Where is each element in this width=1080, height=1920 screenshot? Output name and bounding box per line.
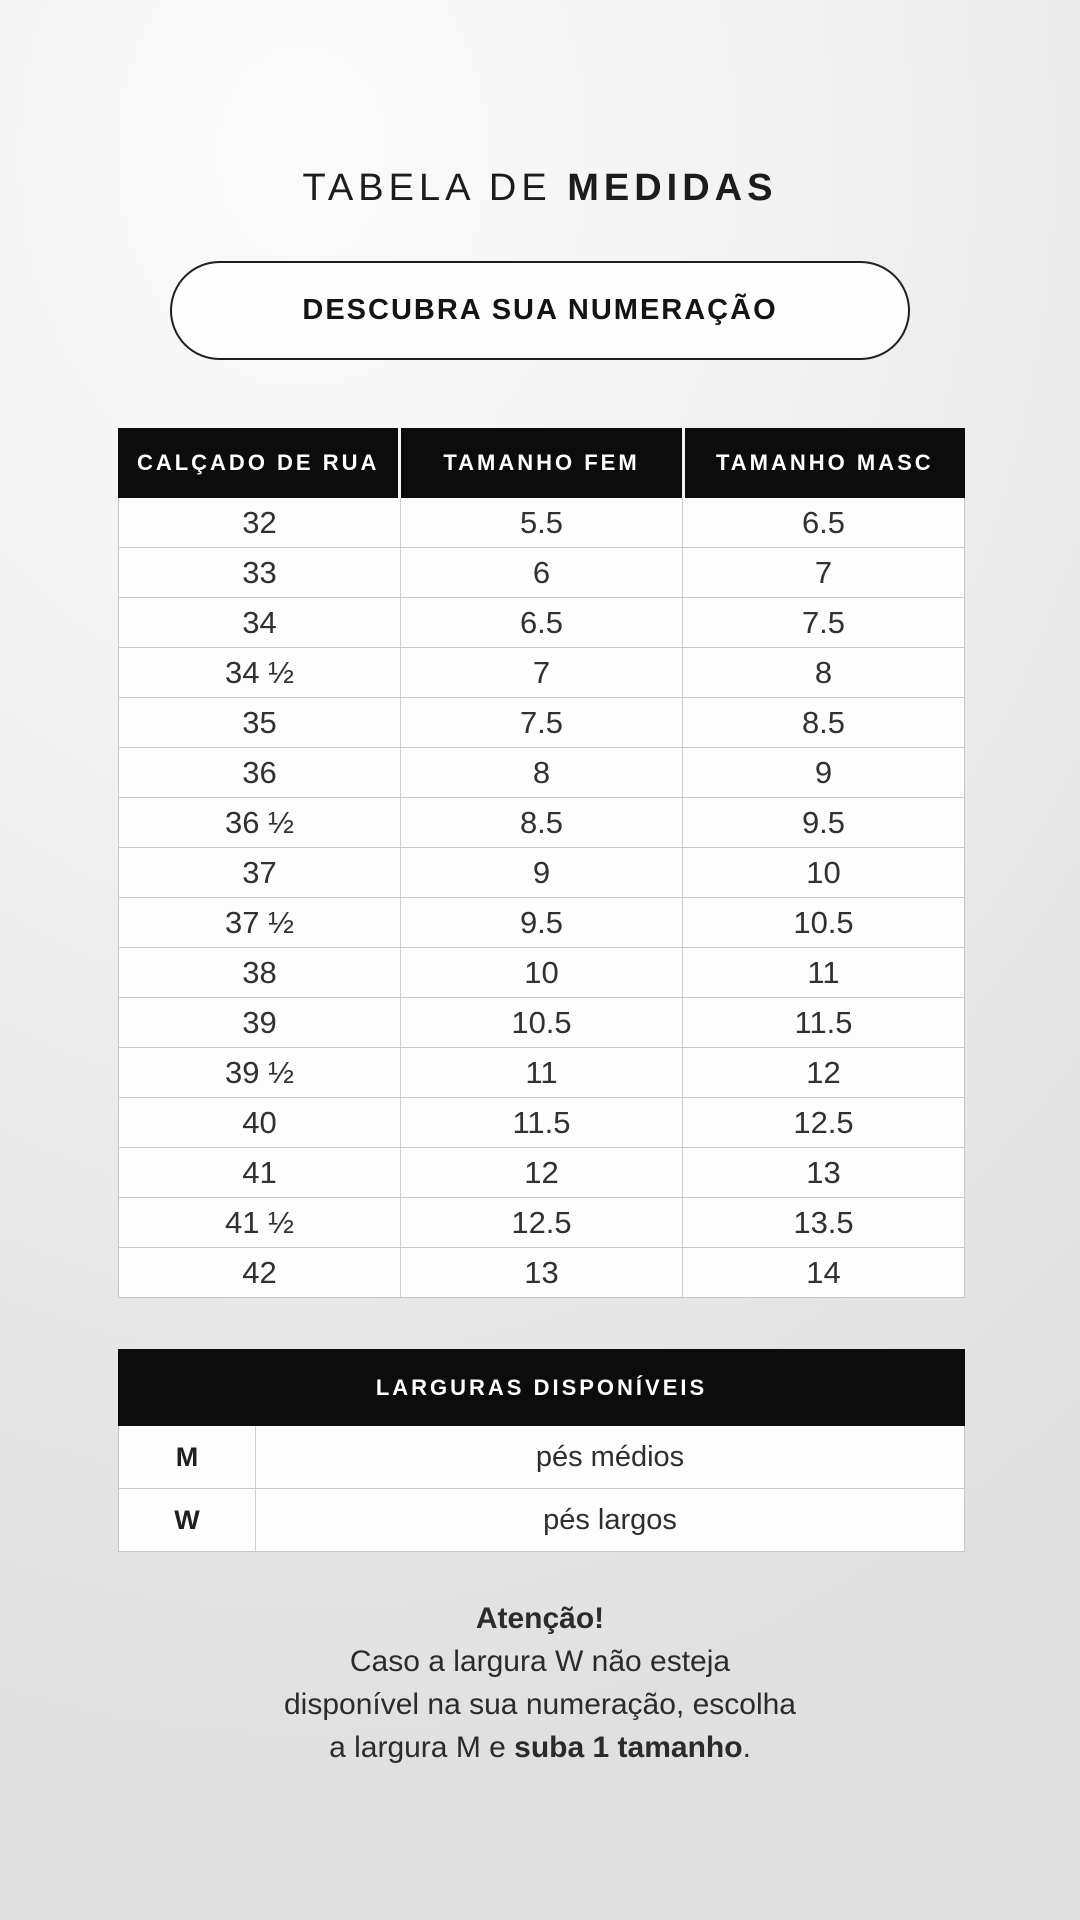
- size-table-cell: 11: [400, 1048, 682, 1097]
- size-table-cell: 39: [242, 1004, 277, 1040]
- size-table-cell: 34: [242, 604, 277, 640]
- size-table-row: [119, 1048, 964, 1098]
- size-table-cell: 14: [682, 1248, 964, 1297]
- size-table-cell: 32: [242, 504, 277, 540]
- widths-table-body: [118, 1426, 965, 1552]
- width-code-cell: W: [119, 1489, 256, 1551]
- size-table-cell: 9.5: [682, 798, 964, 847]
- size-table-cell: 10: [400, 948, 682, 997]
- size-table-row: [119, 748, 964, 798]
- size-table-row: [119, 848, 964, 898]
- size-table-body: [118, 498, 965, 1298]
- width-code-cell: M: [119, 1426, 256, 1488]
- size-table-cell: 8: [400, 748, 682, 797]
- size-table-row: [119, 1098, 964, 1148]
- size-table-row: [119, 1248, 964, 1297]
- size-table-row: [119, 998, 964, 1048]
- size-table-cell: 11.5: [682, 998, 964, 1047]
- size-table-cell: 9: [682, 748, 964, 797]
- available-widths-table: [118, 1349, 965, 1552]
- size-table-cell: 6.5: [400, 598, 682, 647]
- width-table-row: [119, 1426, 964, 1489]
- size-table-header-row: [118, 428, 965, 498]
- width-description-cell: pés largos: [543, 1503, 677, 1536]
- page-title: [0, 167, 1080, 210]
- size-table-cell: 12: [400, 1148, 682, 1197]
- attention-note-line3-bold: suba 1 tamanho: [514, 1731, 743, 1764]
- page-title-light: TABELA DE: [302, 167, 568, 209]
- attention-note-line2: disponível na sua numeração, escolha: [284, 1688, 796, 1721]
- size-table-cell: 41: [242, 1154, 277, 1190]
- size-table-cell: 7: [682, 548, 964, 597]
- size-table-cell: 12.5: [682, 1098, 964, 1147]
- size-table-cell: 13: [400, 1248, 682, 1297]
- size-table-row: [119, 698, 964, 748]
- attention-note-line3: [0, 1726, 1080, 1769]
- size-table-cell: 11.5: [400, 1098, 682, 1147]
- size-table-cell: 8: [682, 648, 964, 697]
- column-header-street-shoe: CALÇADO DE RUA: [118, 428, 398, 498]
- size-table-row: [119, 898, 964, 948]
- size-table-cell: 6: [400, 548, 682, 597]
- size-table-cell: 42: [242, 1254, 277, 1290]
- size-table-cell: 10: [682, 848, 964, 897]
- size-table-cell: 39 ½: [225, 1054, 294, 1090]
- size-table-cell: 7.5: [400, 698, 682, 747]
- size-table-row: [119, 1148, 964, 1198]
- size-table-cell: 40: [242, 1104, 277, 1140]
- column-header-women-size: TAMANHO FEM: [398, 428, 681, 498]
- size-table-cell: 9.5: [400, 898, 682, 947]
- widths-table-header: LARGURAS DISPONÍVEIS: [118, 1349, 965, 1426]
- size-table-cell: 33: [242, 554, 277, 590]
- attention-note-line3-prefix: a largura M e: [329, 1731, 515, 1764]
- page-title-bold: MEDIDAS: [567, 167, 778, 209]
- discover-your-size-button[interactable]: [170, 261, 910, 360]
- size-table-cell: 12: [682, 1048, 964, 1097]
- column-header-men-size: TAMANHO MASC: [682, 428, 965, 498]
- size-table-cell: 10.5: [400, 998, 682, 1047]
- size-table-row: [119, 798, 964, 848]
- size-table-row: [119, 548, 964, 598]
- size-table-row: [119, 498, 964, 548]
- size-table-cell: 38: [242, 954, 277, 990]
- attention-note-line1: Caso a largura W não esteja: [349, 1645, 731, 1678]
- attention-note-title: Atenção!: [475, 1602, 605, 1635]
- width-description-cell: pés médios: [535, 1440, 685, 1473]
- size-table-cell: 10.5: [682, 898, 964, 947]
- size-conversion-table: [118, 428, 965, 1298]
- size-table-cell: 12.5: [400, 1198, 682, 1247]
- size-table-cell: 41 ½: [225, 1204, 294, 1240]
- size-table-row: [119, 1198, 964, 1248]
- size-table-cell: 36 ½: [225, 804, 294, 840]
- size-table-cell: 34 ½: [225, 654, 294, 690]
- size-table-cell: 13: [682, 1148, 964, 1197]
- size-table-row: [119, 598, 964, 648]
- size-table-cell: 13.5: [682, 1198, 964, 1247]
- size-table-cell: 8.5: [400, 798, 682, 847]
- size-table-cell: 8.5: [682, 698, 964, 747]
- width-table-row: [119, 1489, 964, 1551]
- size-table-cell: 36: [242, 754, 277, 790]
- size-table-cell: 7.5: [682, 598, 964, 647]
- size-table-cell: 5.5: [400, 498, 682, 547]
- size-table-cell: 11: [682, 948, 964, 997]
- attention-note: [0, 1597, 1080, 1769]
- size-table-row: [119, 948, 964, 998]
- size-table-cell: 37: [242, 854, 277, 890]
- size-table-cell: 37 ½: [225, 904, 294, 940]
- size-table-cell: 9: [400, 848, 682, 897]
- size-table-cell: 35: [242, 704, 277, 740]
- size-table-cell: 6.5: [682, 498, 964, 547]
- size-table-cell: 7: [400, 648, 682, 697]
- size-table-row: [119, 648, 964, 698]
- attention-note-line3-suffix: .: [742, 1731, 751, 1764]
- discover-your-size-label: DESCUBRA SUA NUMERAÇÃO: [302, 294, 778, 326]
